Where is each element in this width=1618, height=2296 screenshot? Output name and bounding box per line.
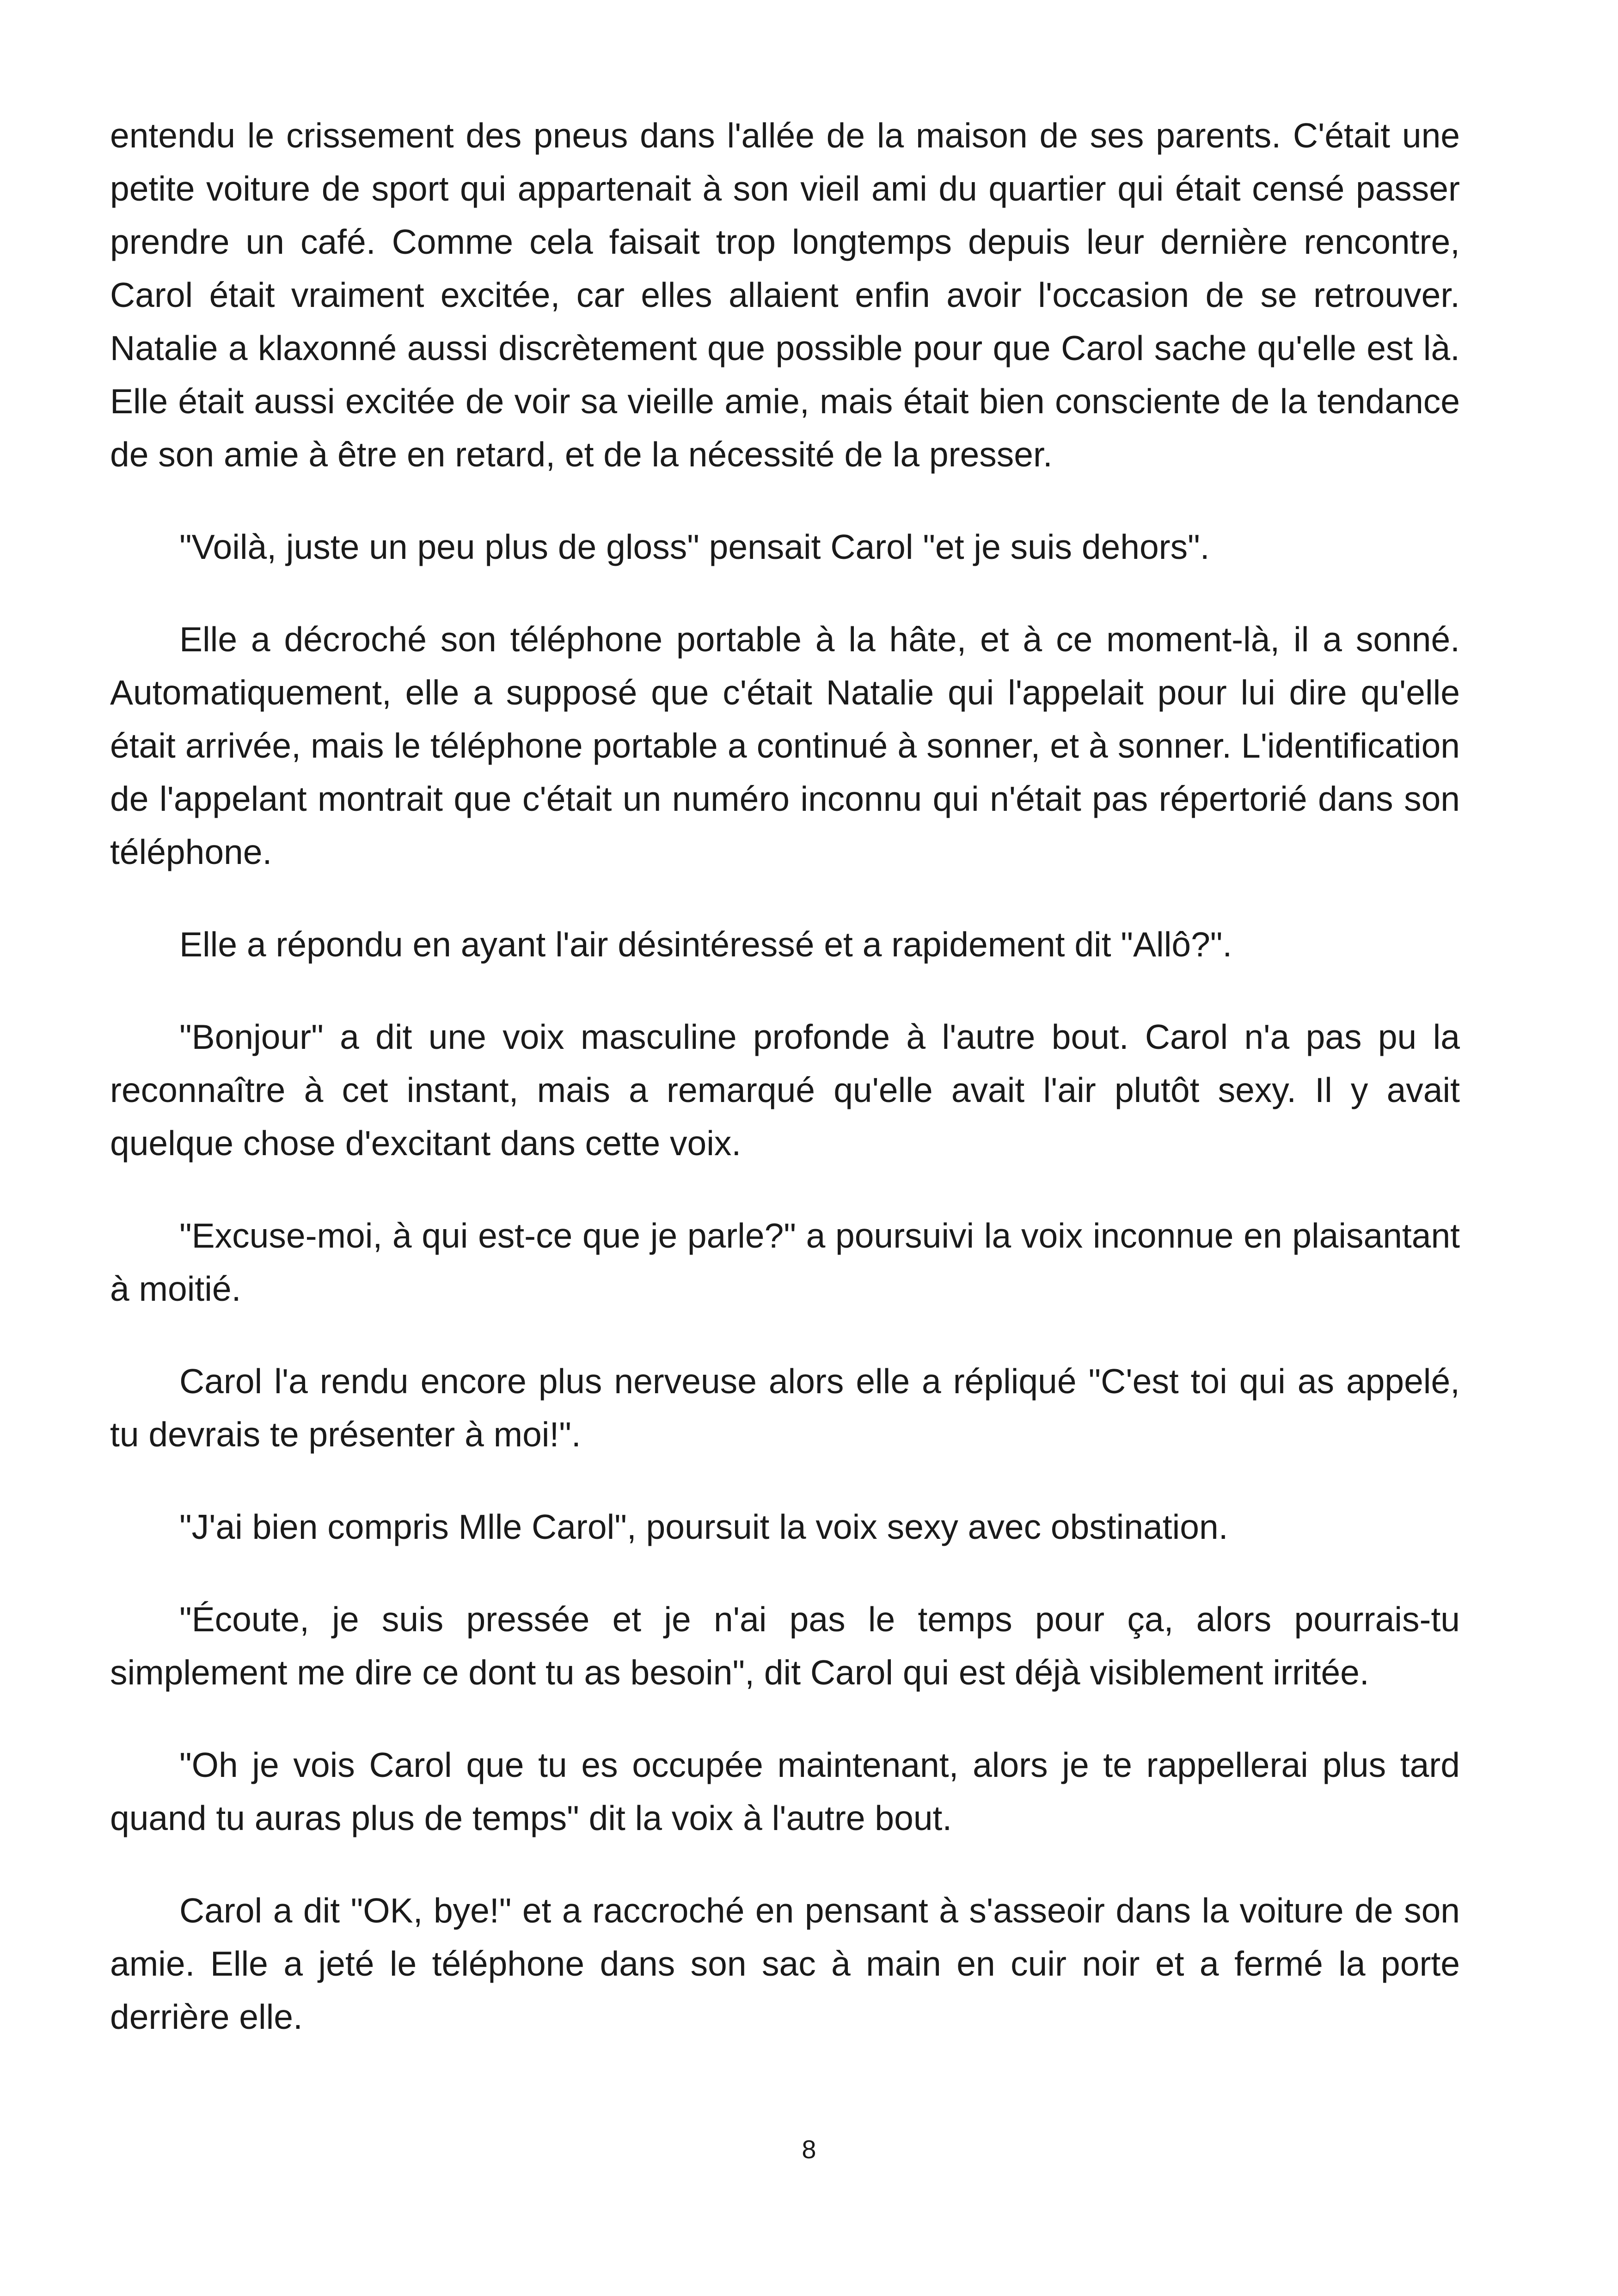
paragraph: Elle a répondu en ayant l'air désintéressé et a rapidement dit "Allô?". <box>179 925 1232 964</box>
paragraph: "Voilà, juste un peu plus de gloss" pensait Carol "et je suis dehors". <box>179 527 1210 566</box>
document-body <box>110 109 1460 2083</box>
paragraph: Elle a décroché son téléphone portable à la hâte, et à ce moment-là, il a sonné. Automatiquement, elle a supposé que c'était Natalie qui l'appelait pour lui dire qu'elle était arrivée, mais le téléphone portable a continué à sonner, et à sonner. L'identification de l'appelant montrait que c'était un numéro inconnu qui n'était pas répertorié dans son téléphone. <box>110 620 1460 871</box>
paragraph: Carol a dit "OK, bye!" et a raccroché en pensant à s'asseoir dans la voiture de son amie. Elle a jeté le téléphone dans son sac à main en cuir noir et a fermé la porte derrière elle. <box>110 1891 1460 2036</box>
paragraph: "Excuse-moi, à qui est-ce que je parle?" a poursuivi la voix inconnue en plaisantant à moitié. <box>110 1216 1460 1308</box>
paragraph: Carol l'a rendu encore plus nerveuse alors elle a répliqué "C'est toi qui as appelé, tu devrais te présenter à moi!". <box>110 1362 1460 1454</box>
paragraph: "Écoute, je suis pressée et je n'ai pas le temps pour ça, alors pourrais-tu simplement me dire ce dont tu as besoin", dit Carol qui est déjà visiblement irritée. <box>110 1600 1460 1692</box>
paragraph: "Oh je vois Carol que tu es occupée maintenant, alors je te rappellerai plus tard quand tu auras plus de temps" dit la voix à l'autre bout. <box>110 1745 1460 1837</box>
page-number: 8 <box>802 2135 816 2164</box>
paragraph: entendu le crissement des pneus dans l'allée de la maison de ses parents. C'était une petite voiture de sport qui appartenait à son vieil ami du quartier qui était censé passer prendre un café. Comme cela faisait trop longtemps depuis leur dernière rencontre, Carol était vraiment excitée, car elles allaient enfin avoir l'occasion de se retrouver. Natalie a klaxonné aussi discrètement que possible pour que Carol sache qu'elle est là. Elle était aussi excitée de voir sa vieille amie, mais était bien consciente de la tendance de son amie à être en retard, et de la nécessité de la presser. <box>110 116 1460 474</box>
paragraph: "Bonjour" a dit une voix masculine profonde à l'autre bout. Carol n'a pas pu la reconnaître à cet instant, mais a remarqué qu'elle avait l'air plutôt sexy. Il y avait quelque chose d'excitant dans cette voix. <box>110 1017 1460 1163</box>
paragraph: "J'ai bien compris Mlle Carol", poursuit la voix sexy avec obstination. <box>179 1507 1228 1546</box>
